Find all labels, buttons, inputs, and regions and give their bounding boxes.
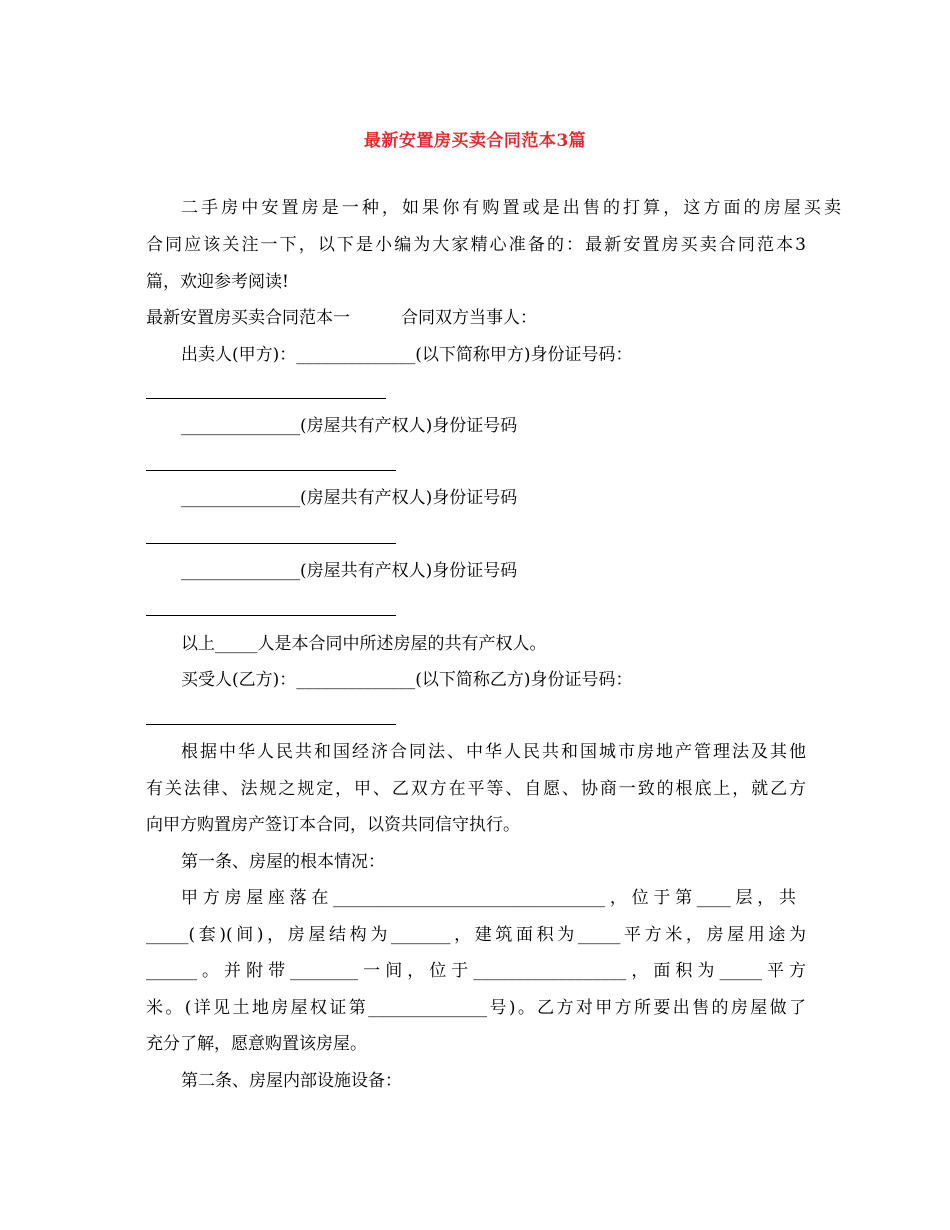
intro-line-3: 篇，欢迎参考阅读! xyxy=(146,272,289,292)
article-1-line-2: _____(套)(间)，房屋结构为_______，建筑面积为_____平方米，房屋用途为 xyxy=(146,925,806,945)
seller-line: 出卖人(甲方)：______________(以下简称甲方)身份证号码： xyxy=(181,345,633,365)
article-1-line-3: ______。并附带________一间，位于__________________，面积为_____平方 xyxy=(146,961,806,981)
article-1-line-4: 米。(详见土地房屋权证第______________号)。乙方对甲方所要出售的房屋做了 xyxy=(146,998,806,1018)
co-owner-line-2: ______________(房屋共有产权人)身份证号码 xyxy=(181,488,518,508)
article-2-title: 第二条、房屋内部设施设备： xyxy=(181,1071,402,1091)
buyer-id-blank xyxy=(146,724,396,725)
basis-line-2: 有关法律、法规之规定，甲、乙双方在平等、自愿、协商一致的根底上，就乙方 xyxy=(146,779,806,799)
seller-id-blank xyxy=(146,398,386,399)
co-owner-note: 以上_____人是本合同中所述房屋的共有产权人。 xyxy=(181,634,547,654)
article-1-title: 第一条、房屋的根本情况： xyxy=(181,852,385,872)
co-owner-id-blank-3 xyxy=(146,615,396,616)
document-title: 最新安置房买卖合同范本3篇 xyxy=(363,131,587,151)
co-owner-line-3: ______________(房屋共有产权人)身份证号码 xyxy=(181,561,518,581)
co-owner-line-1: ______________(房屋共有产权人)身份证号码 xyxy=(181,416,518,436)
intro-line-1: 二手房中安置房是一种，如果你有购置或是出售的打算，这方面的房屋买卖 xyxy=(181,198,841,218)
article-1-line-1: 甲方房屋座落在________________________________，位于第____层，共 xyxy=(181,888,796,908)
article-1-line-5: 充分了解，愿意购置该房屋。 xyxy=(146,1034,367,1054)
intro-line-2: 合同应该关注一下，以下是小编为大家精心准备的：最新安置房买卖合同范本3 xyxy=(146,235,806,255)
buyer-line: 买受人(乙方)：______________(以下简称乙方)身份证号码： xyxy=(181,670,633,690)
section-heading: 最新安置房买卖合同范本一 合同双方当事人： xyxy=(146,308,537,328)
co-owner-id-blank-1 xyxy=(146,470,396,471)
basis-line-3: 向甲方购置房产签订本合同，以资共同信守执行。 xyxy=(146,815,520,835)
co-owner-id-blank-2 xyxy=(146,543,396,544)
basis-line-1: 根据中华人民共和国经济合同法、中华人民共和国城市房地产管理法及其他 xyxy=(181,742,806,762)
